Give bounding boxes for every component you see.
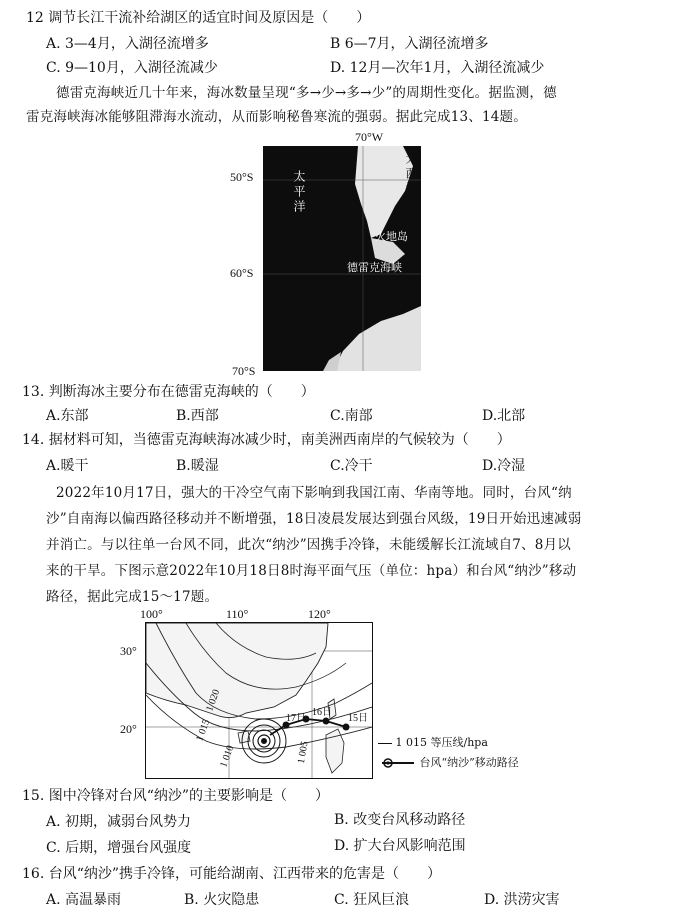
map2-lon-120: 120°	[308, 607, 331, 621]
q16-option-c: C. 狂风巨浪	[334, 892, 410, 908]
passage2-line-5: 路径，据此完成15～17题。	[46, 589, 219, 605]
map2-isobar-1020: 1 020	[204, 688, 223, 713]
q15-option-a: A. 初期，减弱台风势力	[46, 814, 192, 830]
q13-option-d: D.北部	[482, 408, 526, 424]
q12-option-a: A. 3—4月，入湖径流增多	[46, 36, 209, 52]
q15-stem: 15. 图中冷锋对台风“纳沙”的主要影响是（ ）	[22, 788, 330, 804]
passage2-line-3: 并消亡。与以往单一台风不同，此次“纳沙”因携手冷锋，未能缓解长江流域自7、8月以	[46, 537, 571, 553]
legend-path	[378, 754, 519, 770]
map2-lon-100: 100°	[140, 607, 163, 621]
q16-option-b: B. 火灾隐患	[184, 892, 260, 908]
passage2-line-1: 2022年10月17日，强大的干冷空气南下影响到我国江南、华南等地。同时，台风“纳	[56, 485, 572, 501]
q13-option-b: B.西部	[176, 408, 219, 424]
passage1-line-2: 雷克海峡海冰能够阻滞海水流动，从而影响秘鲁寒流的强弱。据此完成13、14题。	[26, 109, 527, 125]
map2-isobar-1015: 1 015	[194, 718, 213, 743]
legend-path-text: 台风“纳沙”移动路径	[419, 756, 519, 769]
q14-option-c: C.冷干	[330, 458, 373, 474]
passage2-line-4: 来的干旱。下图示意2022年10月18日8时海平面气压（单位：hpa）和台风“纳沙”移动	[46, 563, 577, 579]
q15-option-d: D. 扩大台风影响范围	[334, 838, 466, 854]
legend-isobar-line	[378, 743, 392, 744]
drake-passage-map	[263, 146, 421, 371]
legend-isobar	[378, 734, 488, 750]
q13-option-c: C.南部	[330, 408, 373, 424]
q12-option-b: B 6—7月，入湖径流增多	[330, 36, 489, 52]
q13-option-a: A.东部	[46, 408, 89, 424]
q14-stem: 14. 据材料可知，当德雷克海峡海冰减少时，南美洲西南岸的气候较为（ ）	[22, 432, 511, 448]
q12-option-d: D. 12月—次年1月，入湖径流减少	[330, 60, 545, 76]
q15-option-b: B. 改变台风移动路径	[334, 812, 466, 828]
typhoon-map-drawing	[146, 623, 372, 778]
map2-isobar-1010: 1 010	[218, 744, 237, 769]
map1-island-label: 火地岛	[375, 230, 408, 243]
map2-lon-110: 110°	[226, 607, 249, 621]
legend-isobar-text: 1 015 等压线/hpa	[395, 736, 488, 749]
map1-atlantic-label: 大西洋	[404, 152, 418, 197]
q14-option-a: A.暖干	[46, 458, 89, 474]
q12-option-c: C. 9—10月，入湖径流减少	[46, 60, 218, 76]
map2-day-15: 15日	[348, 713, 368, 724]
map1-lon-label: 70°W	[355, 130, 384, 144]
map1-strait-label: 德雷克海峡	[347, 261, 402, 274]
q13-stem: 13. 判断海冰主要分布在德雷克海峡的（ ）	[22, 384, 315, 400]
map2-lat-30: 30°	[120, 644, 137, 658]
map1-lat-70: 70°S	[232, 364, 256, 378]
q16-option-d: D. 洪涝灾害	[484, 892, 560, 908]
map2-day-16: 16日	[312, 707, 332, 718]
map1-lat-50: 50°S	[230, 170, 254, 184]
q12-stem: 12 调节长江干流补给湖区的适宜时间及原因是（ ）	[26, 10, 371, 26]
q15-option-c: C. 后期，增强台风强度	[46, 840, 192, 856]
q16-stem: 16. 台风“纳沙”携手冷锋，可能给湖南、江西带来的危害是（ ）	[22, 866, 442, 882]
q14-option-b: B.暖湿	[176, 458, 219, 474]
map2-lat-20: 20°	[120, 722, 137, 736]
typhoon-map	[145, 622, 373, 779]
map1-lat-60: 60°S	[230, 266, 254, 280]
passage1-line-1: 德雷克海峡近几十年来，海冰数量呈现“多→少→多→少”的周期性变化。据监测，德	[56, 85, 557, 101]
legend-path-icon	[378, 756, 416, 770]
map1-pacific-label: 太平洋	[292, 170, 306, 215]
map2-day-17: 17日	[286, 713, 306, 724]
map2-isobar-1005: 1 005	[295, 740, 311, 765]
q14-option-d: D.冷湿	[482, 458, 526, 474]
q16-option-a: A. 高温暴雨	[46, 892, 122, 908]
passage2-line-2: 沙”自南海以偏西路径移动并不断增强，18日凌晨发展达到强台风级，19日开始迅速减弱	[46, 511, 582, 527]
